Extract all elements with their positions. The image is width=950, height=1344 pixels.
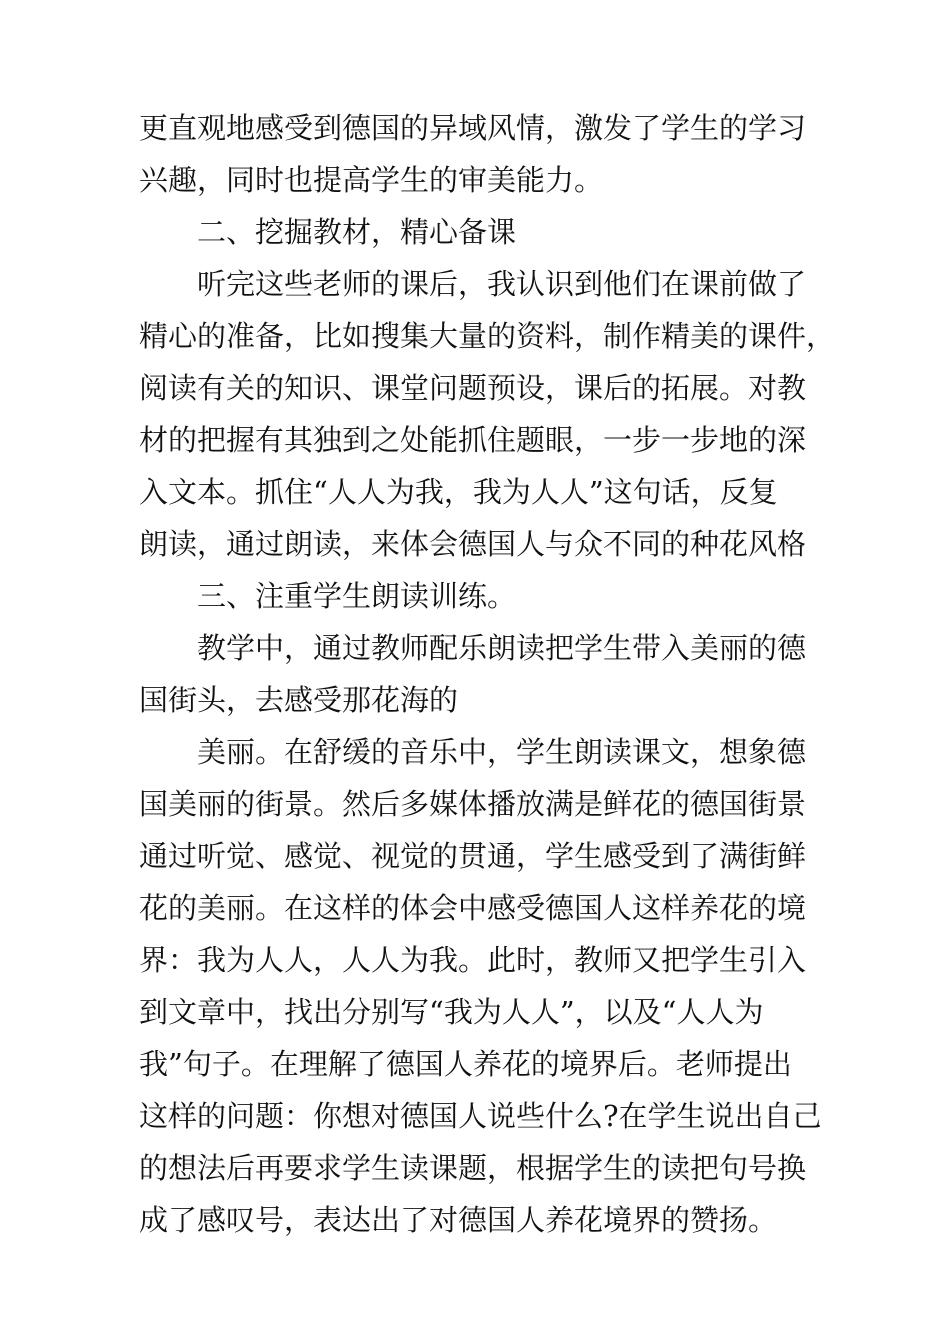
text-line-13: 美丽。在舒缓的音乐中，学生朗读课文，想象德: [197, 735, 807, 769]
text-line-19: 我”句子。在理解了德国人养花的境界后。老师提出: [139, 1047, 792, 1081]
text-line-15: 通过听觉、感觉、视觉的贯通，学生感受到了满街鲜: [139, 839, 807, 873]
section-heading-2: 二、挖掘教材，精心备课: [197, 215, 517, 249]
text-line-6: 阅读有关的知识、课堂问题预设，课后的拓展。对教: [139, 371, 807, 405]
text-line-17: 界：我为人人，人人为我。此时，教师又把学生引入: [139, 943, 807, 977]
text-line-9: 朗读，通过朗读，来体会德国人与众不同的种花风格: [139, 527, 807, 561]
text-line-1: 更直观地感受到德国的异域风情，激发了学生的学习: [139, 111, 807, 145]
section-heading-3: 三、注重学生朗读训练。: [197, 579, 517, 613]
text-line-14: 国美丽的街景。然后多媒体播放满是鲜花的德国街景: [139, 787, 807, 821]
text-line-8: 入文本。抓住“人人为我，我为人人”这句话，反复: [139, 475, 778, 509]
text-line-2: 兴趣，同时也提高学生的审美能力。: [139, 163, 604, 197]
text-line-11: 教学中，通过教师配乐朗读把学生带入美丽的德: [197, 631, 807, 665]
text-line-20: 这样的问题：你想对德国人说些什么?在学生说出自己: [139, 1099, 822, 1133]
body-text: [139, 102, 836, 1246]
text-line-16: 花的美丽。在这样的体会中感受德国人这样养花的境: [139, 891, 807, 925]
text-line-18: 到文章中，找出分别写“我为人人”，以及“人人为: [139, 995, 764, 1029]
text-line-5: 精心的准备，比如搜集大量的资料，制作精美的课件，: [139, 319, 836, 353]
text-line-4: 听完这些老师的课后，我认识到他们在课前做了: [197, 267, 807, 301]
text-line-12: 国街头，去感受那花海的: [139, 683, 459, 717]
text-line-7: 材的把握有其独到之处能抓住题眼，一步一步地的深: [139, 423, 807, 457]
text-line-22: 成了感叹号，表达出了对德国人养花境界的赞扬。: [139, 1203, 778, 1237]
text-line-21: 的想法后再要求学生读课题，根据学生的读把句号换: [139, 1151, 807, 1185]
